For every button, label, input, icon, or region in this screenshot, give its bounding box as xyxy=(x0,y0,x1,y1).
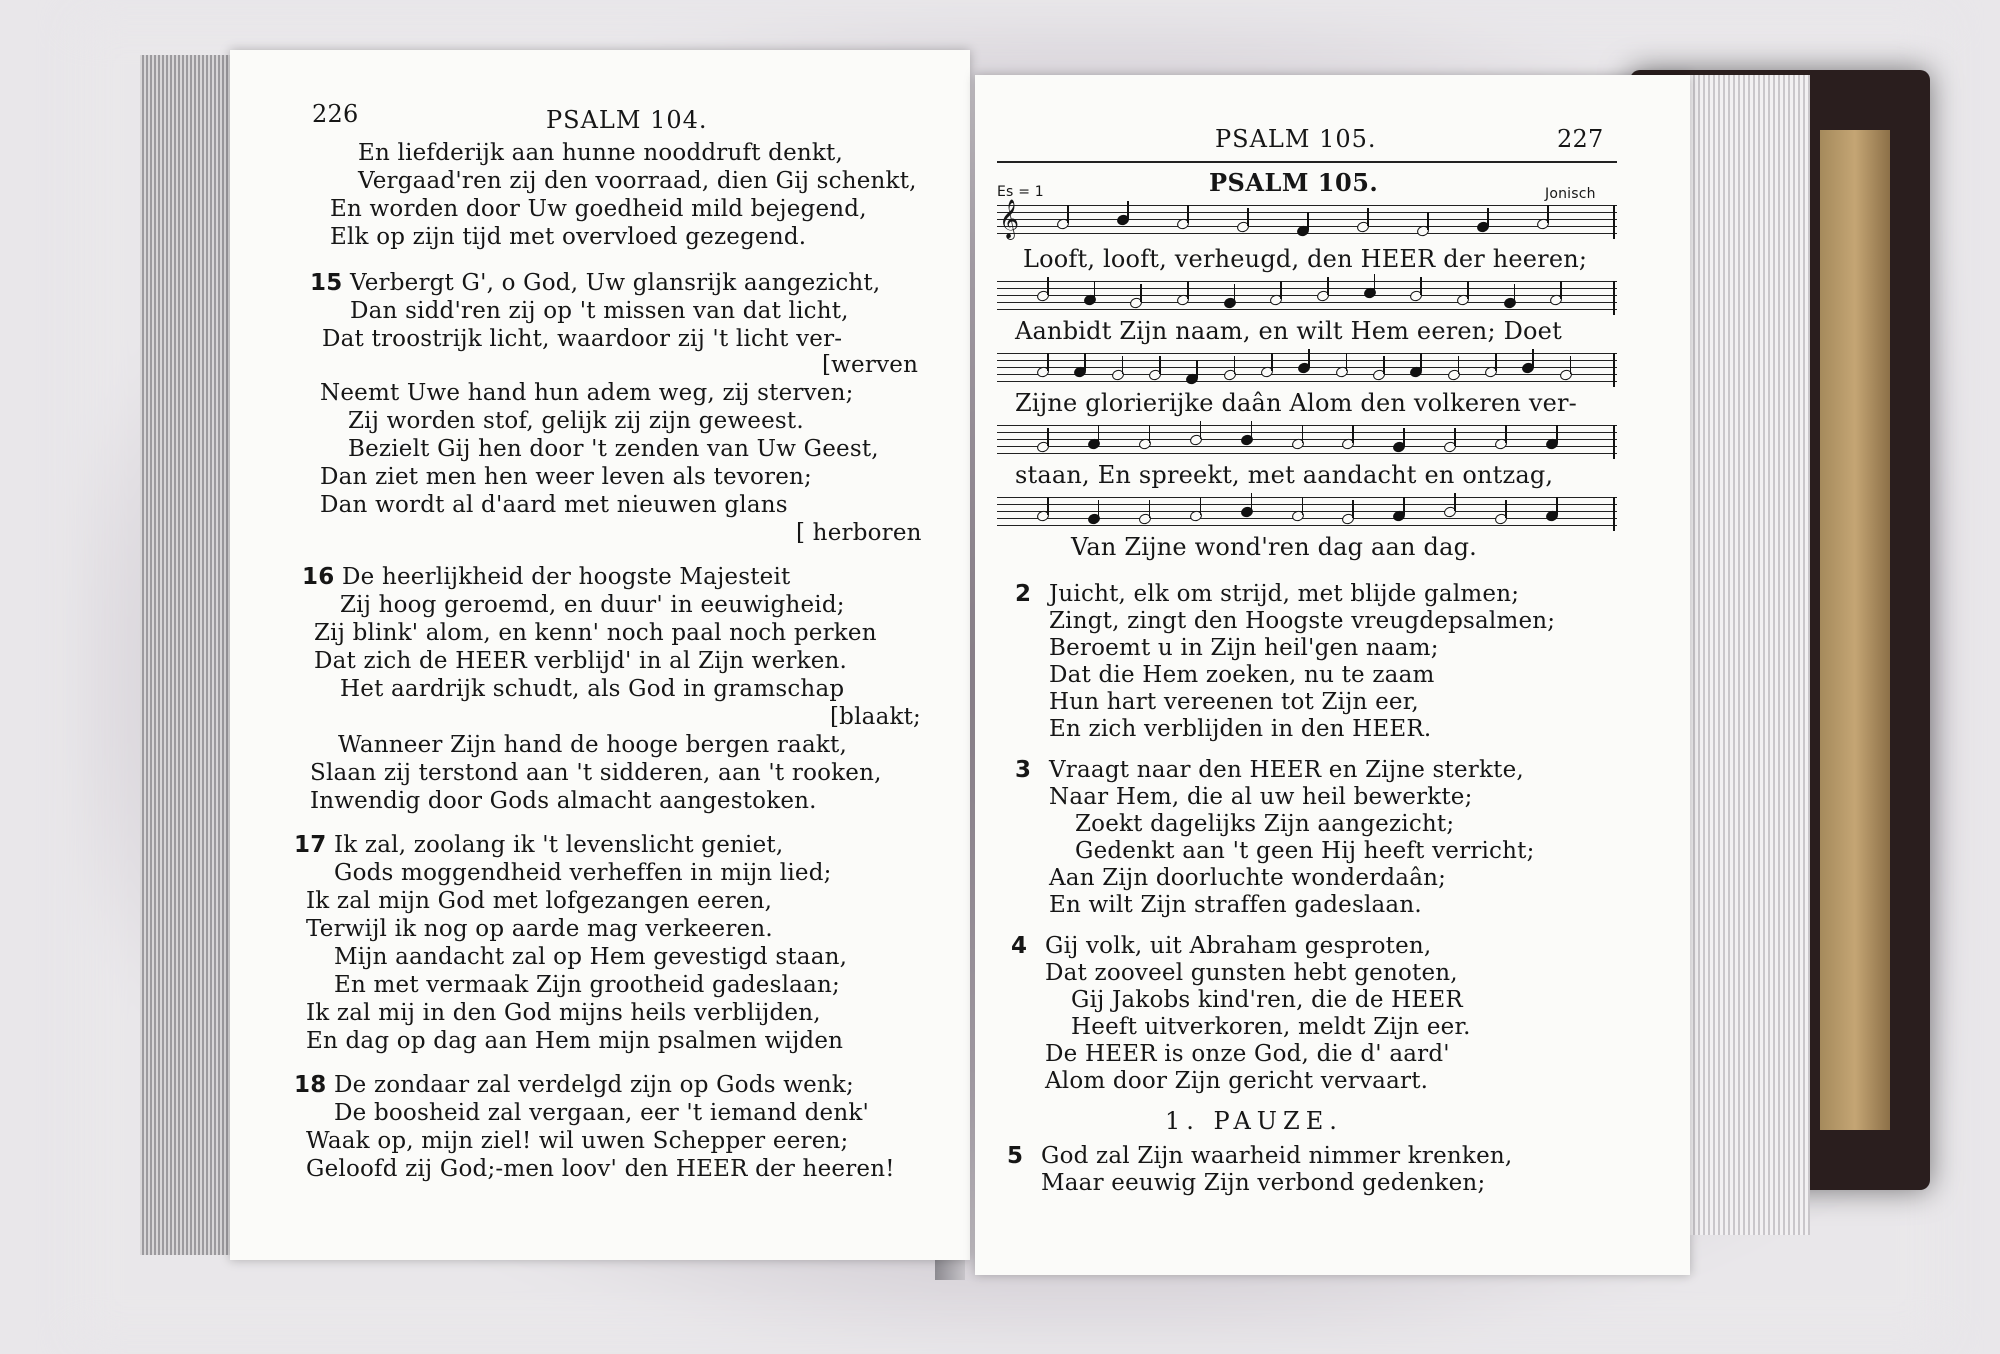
left-page-stack xyxy=(140,55,240,1255)
lyric-line: staan, En spreekt, met aandacht en ontzag, xyxy=(1015,461,1554,489)
note-stem xyxy=(1352,500,1354,518)
gilt-page-edge xyxy=(1820,130,1890,1130)
note-stem xyxy=(1196,360,1198,378)
note-stem xyxy=(1200,421,1202,439)
text-line: Wanneer Zijn hand de hooge bergen raakt, xyxy=(338,732,847,758)
note-stem xyxy=(1560,281,1562,299)
text-line: [ herboren xyxy=(796,520,922,546)
text-line: God zal Zijn waarheid nimmer krenken, xyxy=(1041,1143,1513,1169)
staff-line xyxy=(997,525,1617,526)
note-stem xyxy=(1271,353,1273,371)
verse-number: 15 xyxy=(310,270,343,296)
text-line: Dat zooveel gunsten hebt genoten, xyxy=(1045,960,1458,986)
note-stem xyxy=(1458,356,1460,374)
note-stem xyxy=(1556,425,1558,443)
verse-number: 18 xyxy=(294,1072,327,1098)
note-stem xyxy=(1187,281,1189,299)
music-staff xyxy=(997,281,1617,315)
note-stem xyxy=(1505,425,1507,443)
note-stem xyxy=(1187,205,1189,223)
text-line: Vergaad'ren zij den voorraad, dien Gij schenkt, xyxy=(358,168,917,194)
note-stem xyxy=(1122,356,1124,374)
note-stem xyxy=(1084,353,1086,371)
note-stem xyxy=(1570,356,1572,374)
note-stem xyxy=(1403,428,1405,446)
text-line: De heerlijkheid der hoogste Majesteit xyxy=(342,564,791,590)
note-stem xyxy=(1234,356,1236,374)
text-line: Ik zal mijn God met lofgezangen eeren, xyxy=(306,888,773,914)
bar-line xyxy=(1613,497,1615,531)
text-line: [werven xyxy=(822,352,919,378)
note-stem xyxy=(1251,421,1253,439)
note-stem xyxy=(1047,353,1049,371)
staff-line xyxy=(997,511,1617,512)
text-line: En worden door Uw goedheid mild bejegend, xyxy=(330,196,867,222)
music-staff xyxy=(997,497,1617,531)
verse-number: 2 xyxy=(1015,581,1032,607)
note-stem xyxy=(1367,208,1369,226)
note-stem xyxy=(1140,284,1142,302)
text-line: De boosheid zal vergaan, eer 't iemand denk' xyxy=(334,1100,870,1126)
lyric-line: Zijne glorierijke daân Alom den volkeren ver- xyxy=(1015,389,1577,417)
note-stem xyxy=(1098,425,1100,443)
note-stem xyxy=(1514,284,1516,302)
text-line: Dan wordt al d'aard met nieuwen glans xyxy=(320,492,788,518)
staff-line xyxy=(997,497,1617,498)
text-line: Slaan zij terstond aan 't sidderen, aan 't rooken, xyxy=(310,760,882,786)
note-stem xyxy=(1307,212,1309,230)
lyric-line: Looft, looft, verheugd, den HEER der heeren; xyxy=(1023,245,1588,273)
note-stem xyxy=(1308,349,1310,367)
text-line: Gij Jakobs kind'ren, die de HEER xyxy=(1071,987,1463,1013)
text-line: De HEER is onze God, die d' aard' xyxy=(1045,1041,1450,1067)
verse-number: 3 xyxy=(1015,757,1032,783)
note-stem xyxy=(1383,356,1385,374)
staff-line xyxy=(997,432,1617,433)
text-line: Maar eeuwig Zijn verbond gedenken; xyxy=(1041,1170,1486,1196)
text-line: Bezielt Gij hen door 't zenden van Uw Geest, xyxy=(348,436,879,462)
verse-number: 16 xyxy=(302,564,335,590)
text-line: Dat zich de HEER verblijd' in al Zijn werken. xyxy=(314,648,848,674)
note-stem xyxy=(1302,497,1304,515)
mode-label: Jonisch xyxy=(1545,186,1596,202)
note-stem xyxy=(1420,353,1422,371)
text-line: Heeft uitverkoren, meldt Zijn eer. xyxy=(1071,1014,1471,1040)
note-stem xyxy=(1047,428,1049,446)
text-line: Zij hoog geroemd, en duur' in eeuwigheid; xyxy=(340,592,845,618)
text-line: Ik zal, zoolang ik 't levenslicht geniet, xyxy=(334,832,784,858)
staff-line xyxy=(997,360,1617,361)
staff-line xyxy=(997,281,1617,282)
text-line: Zij blink' alom, en kenn' noch paal noch perken xyxy=(314,620,877,646)
note-stem xyxy=(1403,497,1405,515)
text-line: Beroemt u in Zijn heil'gen naam; xyxy=(1049,635,1439,661)
page-header: PSALM 104. xyxy=(546,106,708,134)
text-line: Juicht, elk om strijd, met blijde galmen; xyxy=(1049,581,1520,607)
bar-line xyxy=(1613,205,1615,239)
note-stem xyxy=(1467,281,1469,299)
note-stem xyxy=(1247,208,1249,226)
text-line: Geloofd zij God;-men loov' den HEER der heeren! xyxy=(306,1156,895,1182)
note-stem xyxy=(1374,274,1376,292)
staff-line xyxy=(997,288,1617,289)
text-line: En met vermaak Zijn grootheid gadeslaan; xyxy=(334,972,840,998)
note-stem xyxy=(1420,277,1422,295)
text-line: Mijn aandacht zal op Hem gevestigd staan, xyxy=(334,944,848,970)
text-line: Naar Hem, die al uw heil bewerkte; xyxy=(1049,784,1473,810)
note-stem xyxy=(1067,205,1069,223)
staff-line xyxy=(997,425,1617,426)
note-stem xyxy=(1047,497,1049,515)
text-line: [blaakt; xyxy=(830,704,922,730)
note-stem xyxy=(1346,353,1348,371)
staff-line xyxy=(997,374,1617,375)
text-line: Dan sidd'ren zij op 't missen van dat licht, xyxy=(350,298,849,324)
note-stem xyxy=(1094,281,1096,299)
page-number: 226 xyxy=(312,100,359,128)
verse-number: 5 xyxy=(1007,1143,1024,1169)
note-stem xyxy=(1495,353,1497,371)
right-page xyxy=(975,75,1690,1275)
text-line: Waak op, mijn ziel! wil uwen Schepper eeren; xyxy=(306,1128,849,1154)
text-line: Het aardrijk schudt, als God in gramschap xyxy=(340,676,845,702)
text-line: De zondaar zal verdelgd zijn op Gods wenk; xyxy=(334,1072,855,1098)
note-stem xyxy=(1532,349,1534,367)
note-stem xyxy=(1200,497,1202,515)
text-line: Dan ziet men hen weer leven als tevoren; xyxy=(320,464,812,490)
text-line: Gedenkt aan 't geen Hij heeft verricht; xyxy=(1075,838,1535,864)
text-line: Dat die Hem zoeken, nu te zaam xyxy=(1049,662,1435,688)
header-rule xyxy=(997,161,1617,163)
staff-line xyxy=(997,309,1617,310)
note-stem xyxy=(1098,500,1100,518)
note-stem xyxy=(1251,493,1253,511)
note-stem xyxy=(1487,208,1489,226)
psalm-title: PSALM 105. xyxy=(1209,168,1379,197)
text-line: En liefderijk aan hunne nooddruft denkt, xyxy=(358,140,844,166)
right-page-stack xyxy=(1690,75,1810,1235)
note-stem xyxy=(1454,493,1456,511)
lyric-line: Van Zijne wond'ren dag aan dag. xyxy=(1071,533,1478,561)
staff-line xyxy=(997,453,1617,454)
text-line: Inwendig door Gods almacht aangestoken. xyxy=(310,788,817,814)
text-line: Dat troostrijk licht, waardoor zij 't licht ver- xyxy=(322,326,843,352)
pause-heading: 1. PAUZE. xyxy=(1165,1107,1343,1135)
text-line: Zingt, zingt den Hoogste vreugdepsalmen; xyxy=(1049,608,1556,634)
note-stem xyxy=(1427,212,1429,230)
note-stem xyxy=(1159,356,1161,374)
note-stem xyxy=(1149,425,1151,443)
staff-line xyxy=(997,205,1617,206)
bar-line xyxy=(1613,353,1615,387)
staff-line xyxy=(997,381,1617,382)
note-stem xyxy=(1454,428,1456,446)
bar-line xyxy=(1613,281,1615,315)
text-line: Terwijl ik nog op aarde mag verkeeren. xyxy=(306,916,773,942)
staff-line xyxy=(997,353,1617,354)
note-stem xyxy=(1327,277,1329,295)
text-line: En zich verblijden in den HEER. xyxy=(1049,716,1432,742)
text-line: Elk op zijn tijd met overvloed gezegend. xyxy=(330,224,807,250)
note-stem xyxy=(1127,201,1129,219)
left-page xyxy=(230,50,970,1260)
note-stem xyxy=(1547,205,1549,223)
lyric-line: Aanbidt Zijn naam, en wilt Hem eeren; Doet xyxy=(1015,317,1562,345)
note-stem xyxy=(1352,425,1354,443)
key-signature-label: Es = 1 xyxy=(997,184,1044,200)
text-line: Ik zal mij in den God mijns heils verblijden, xyxy=(306,1000,821,1026)
note-stem xyxy=(1047,277,1049,295)
music-staff xyxy=(997,353,1617,387)
note-stem xyxy=(1149,500,1151,518)
text-line: Hun hart vereenen tot Zijn eer, xyxy=(1049,689,1419,715)
text-line: Vraagt naar den HEER en Zijne sterkte, xyxy=(1049,757,1524,783)
text-line: Alom door Zijn gericht vervaart. xyxy=(1045,1068,1429,1094)
text-line: En wilt Zijn straffen gadeslaan. xyxy=(1049,892,1422,918)
bar-line xyxy=(1613,425,1615,459)
verse-number: 4 xyxy=(1011,933,1028,959)
text-line: Zij worden stof, gelijk zij zijn geweest. xyxy=(348,408,804,434)
note-stem xyxy=(1505,500,1507,518)
staff-line xyxy=(997,504,1617,505)
page-number: 227 xyxy=(1557,125,1604,153)
music-staff xyxy=(997,199,1617,239)
page-header: PSALM 105. xyxy=(1215,125,1377,153)
note-stem xyxy=(1302,425,1304,443)
text-line: Gij volk, uit Abraham gesproten, xyxy=(1045,933,1432,959)
text-line: Gods moggendheid verheffen in mijn lied; xyxy=(334,860,832,886)
music-staff xyxy=(997,425,1617,459)
text-line: Verbergt G', o God, Uw glansrijk aangezicht, xyxy=(350,270,881,296)
treble-clef-icon: 𝄞 xyxy=(999,199,1020,239)
note-stem xyxy=(1280,281,1282,299)
text-line: En dag op dag aan Hem mijn psalmen wijden xyxy=(306,1028,844,1054)
verse-number: 17 xyxy=(294,832,327,858)
text-line: Neemt Uwe hand hun adem weg, zij sterven; xyxy=(320,380,854,406)
note-stem xyxy=(1556,497,1558,515)
text-line: Zoekt dagelijks Zijn aangezicht; xyxy=(1075,811,1455,837)
note-stem xyxy=(1234,284,1236,302)
text-line: Aan Zijn doorluchte wonderdaân; xyxy=(1049,865,1447,891)
